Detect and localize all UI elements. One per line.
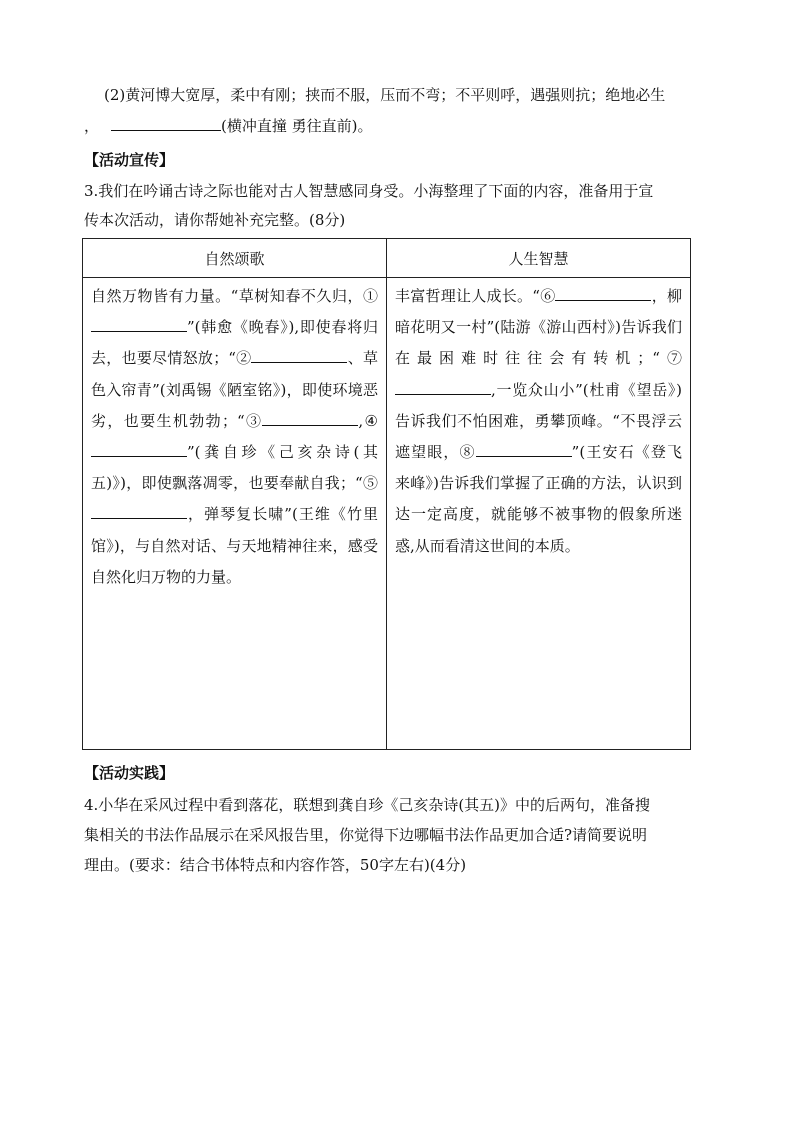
q4-line-2: 集相关的书法作品展示在采风报告里，你觉得下边哪幅书法作品更加合适?请简要说明 <box>84 826 648 844</box>
nature-text-1: 自然万物皆有力量。“草树知春不久归， <box>91 287 363 305</box>
table-cell-wisdom <box>387 278 691 750</box>
q2-line-2 <box>84 111 700 142</box>
nature-paragraph <box>83 278 386 593</box>
nature-text-3: 、草色入帘青”(刘禹锡《陋室铭》)，即使环境恶劣，也要生机勃勃；“③ <box>91 349 378 430</box>
section-heading-publicity: 【活动宣传】 <box>84 151 175 169</box>
q2-line-2-prefix: ， <box>84 117 100 135</box>
answer-blank-8[interactable] <box>476 441 572 457</box>
q4-line-3: 理由。(要求：结合书体特点和内容作答，50字左右)(4分) <box>84 856 467 874</box>
wisdom-text-1: 丰富哲理让人成长。“⑥ <box>395 287 556 305</box>
nature-text-6: ，弹琴复长啸”(王维《竹里馆》)，与自然对话、与天地精神往来，感受自然化归万物的力量。 <box>91 505 378 586</box>
answer-blank-7[interactable] <box>395 379 491 395</box>
poem-table <box>82 238 691 750</box>
answer-blank-4[interactable] <box>91 441 187 457</box>
q4-line-1: 4.小华在采风过程中看到落花，联想到龚自珍《己亥杂诗(其五)》中的后两句，准备搜 <box>84 796 651 814</box>
answer-blank-q2[interactable] <box>111 115 221 131</box>
table-cell-nature <box>83 278 387 750</box>
blank-label-1: ① <box>362 287 378 305</box>
nature-text-4: ,④ <box>358 411 378 430</box>
table-header-wisdom: 人生智慧 <box>387 239 691 278</box>
answer-blank-2[interactable] <box>251 347 347 363</box>
table-header-nature: 自然颂歌 <box>83 239 387 278</box>
wisdom-text-2: ，柳暗花明又一村”(陆游《游山西村》)告诉我们在最困难时往往会有转机；“⑦ <box>395 287 682 368</box>
answer-blank-1[interactable] <box>91 316 187 332</box>
section-heading-practice: 【活动实践】 <box>84 764 175 782</box>
wisdom-text-3: ,一览众山小”(杜甫《望岳》)告诉我们不怕困难，勇攀顶峰。“不畏浮云遮望眼，⑧ <box>395 380 682 462</box>
q3-line-1: 3.我们在吟诵古诗之际也能对古人智慧感同身受。小海整理了下面的内容，准备用于宣 <box>84 182 654 200</box>
answer-blank-6[interactable] <box>555 285 651 301</box>
wisdom-text-4: ”(王安石《登飞来峰》)告诉我们掌握了正确的方法，认识到达一定高度，就能够不被事物的假象所迷惑,从而看清这世间的本质。 <box>395 443 682 555</box>
answer-blank-3[interactable] <box>262 410 358 426</box>
nature-text-5: ”(龚自珍《己亥杂诗(其五)》)，即使飘落凋零，也要奉献自我；“⑤ <box>91 443 378 493</box>
q2-line-1: (2)黄河博大宽厚，柔中有刚；挟而不服，压而不弯；不平则呼，遇强则抗；绝地必生 <box>104 86 666 104</box>
q2-line-2-suffix: (横冲直撞 勇往直前)。 <box>221 117 373 135</box>
answer-blank-5[interactable] <box>91 503 187 519</box>
q3-line-2: 传本次活动，请你帮她补充完整。(8分) <box>84 211 346 229</box>
wisdom-paragraph <box>387 278 690 562</box>
nature-text-2: ”(韩愈《晚春》),即使春将归去，也要尽情怒放；“② <box>91 318 378 368</box>
